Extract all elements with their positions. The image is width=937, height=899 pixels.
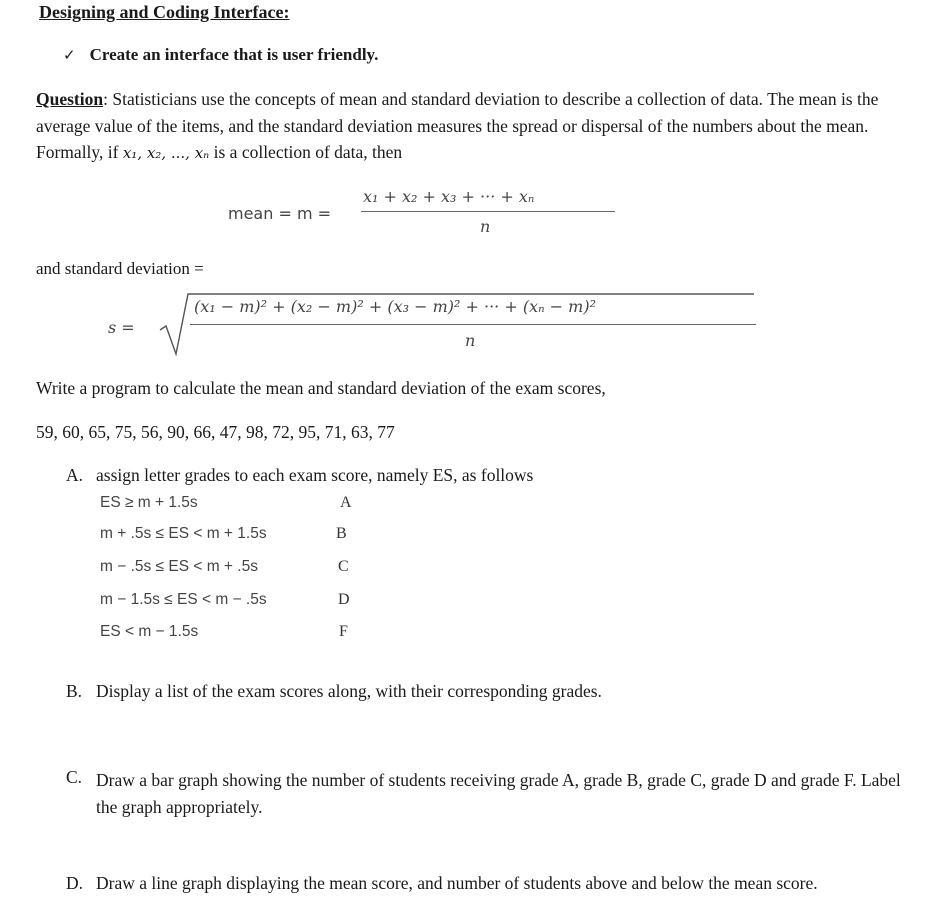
mean-formula-numerator: x₁ + x₂ + x₃ + ··· + xₙ bbox=[363, 187, 535, 206]
question-vars: x₁, x₂, ..., xₙ bbox=[122, 144, 210, 162]
grade-letter: B bbox=[336, 525, 347, 542]
grade-rule: ES < m − 1.5s bbox=[100, 623, 199, 640]
grade-rule: ES ≥ m + 1.5s bbox=[100, 494, 198, 511]
mean-formula-denominator: n bbox=[480, 217, 491, 236]
mean-fraction-bar bbox=[361, 211, 615, 212]
question-tail: is a collection of data, then bbox=[213, 142, 403, 162]
task-b-text: Display a list of the exam scores along, with their corresponding grades. bbox=[96, 681, 602, 701]
task-c-marker: C. bbox=[66, 767, 83, 787]
sd-formula-denominator: n bbox=[465, 331, 476, 350]
exam-scores: 59, 60, 65, 75, 56, 90, 66, 47, 98, 72, 95, 71, 63, 77 bbox=[36, 422, 395, 442]
task-d-text: Draw a line graph displaying the mean score, and number of students above and below the mean score. bbox=[96, 873, 818, 893]
requirement-item bbox=[63, 45, 378, 65]
grade-letter: D bbox=[338, 591, 350, 608]
task-c-text: Draw a bar graph showing the number of students receiving grade A, grade B, grade C, grade D and grade F. Label the graph appropriately. bbox=[96, 770, 901, 817]
grade-letter: A bbox=[340, 494, 352, 511]
task-a-text: assign letter grades to each exam score, namely ES, as follows bbox=[96, 465, 534, 485]
sd-label: and standard deviation = bbox=[36, 259, 204, 278]
task-d-marker: D. bbox=[66, 873, 84, 893]
mean-formula-label: mean = m = bbox=[228, 204, 332, 223]
grade-rule: m − 1.5s ≤ ES < m − .5s bbox=[100, 591, 267, 608]
sd-formula-numerator: (x₁ − m)² + (x₂ − m)² + (x₃ − m)² + ··· + (xₙ − m)² bbox=[194, 297, 596, 316]
question-paragraph bbox=[36, 86, 916, 167]
requirement-text: Create an interface that is user friendly. bbox=[89, 45, 379, 64]
page-heading: Designing and Coding Interface: bbox=[39, 2, 290, 22]
program-instruction: Write a program to calculate the mean and standard deviation of the exam scores, bbox=[36, 378, 606, 398]
grade-rule: m + .5s ≤ ES < m + 1.5s bbox=[100, 525, 267, 542]
task-b-marker: B. bbox=[66, 681, 83, 701]
sd-fraction-bar bbox=[190, 324, 756, 325]
question-label: Question bbox=[36, 89, 104, 109]
task-a-marker: A. bbox=[66, 465, 84, 485]
question-text: : Statisticians use the concepts of mean and standard deviation to describe a collection of data. The mean is the average value of the items, and the standard deviation measures the spread or dispersal of the numbers about the mean. Formally, if bbox=[36, 89, 879, 162]
grade-letter: F bbox=[339, 623, 348, 640]
grade-letter: C bbox=[338, 558, 349, 575]
sd-formula-label: s = bbox=[108, 318, 135, 337]
grade-rule: m − .5s ≤ ES < m + .5s bbox=[100, 558, 258, 575]
checkmark-icon: ✓ bbox=[63, 46, 76, 64]
